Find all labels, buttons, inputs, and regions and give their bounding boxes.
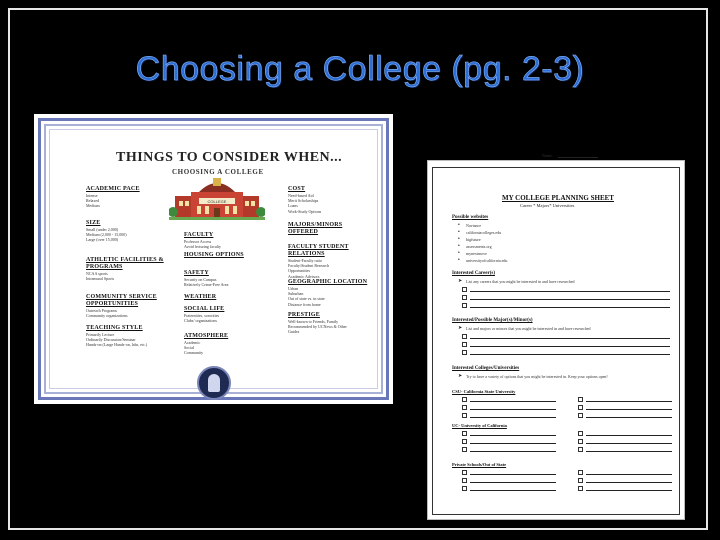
college-line[interactable]	[586, 451, 672, 452]
consider-section-title: COST	[288, 186, 306, 192]
consider-section-item: Relatively Crime-Free Area	[184, 282, 229, 288]
website-link[interactable]: assessments.org	[466, 244, 492, 249]
consider-section-item: Faculty/Student Research	[288, 263, 329, 269]
majors-heading: Interested/Possible Major(s)/Minor(s)	[452, 318, 533, 323]
consider-section	[288, 279, 374, 307]
college-line[interactable]	[470, 474, 556, 475]
college-checkbox[interactable]	[462, 439, 467, 444]
consider-section	[288, 222, 374, 236]
consider-section-item: Need-based Aid	[288, 193, 314, 198]
things-to-consider-document	[34, 114, 393, 404]
college-checkbox[interactable]	[578, 431, 583, 436]
college-checkbox[interactable]	[578, 397, 583, 402]
website-bullet: •	[458, 243, 460, 249]
consider-section-item: Medium	[86, 203, 100, 209]
sheet-title: MY COLLEGE PLANNING SHEET	[502, 194, 614, 202]
consider-section	[288, 312, 374, 335]
career-line[interactable]	[470, 299, 670, 300]
college-checkbox[interactable]	[578, 478, 583, 483]
college-building-illustration	[169, 176, 265, 220]
consider-section-item: Community organizations	[86, 313, 128, 319]
college-checkbox[interactable]	[462, 413, 467, 418]
consider-section-item: Social	[184, 345, 194, 351]
consider-section-item: Recommended by UCNews & Other	[288, 324, 347, 330]
consider-section-item: Relaxed	[86, 198, 100, 204]
consider-section-title: ACADEMIC PACE	[86, 186, 140, 192]
college-line[interactable]	[586, 482, 672, 483]
consider-section-title: TEACHING STYLE	[86, 325, 143, 331]
consider-section-item: Large (over 15,000)	[86, 237, 119, 243]
name-label: Name:	[542, 153, 553, 158]
consider-section	[288, 186, 374, 214]
college-line[interactable]	[586, 417, 672, 418]
college-line[interactable]	[586, 490, 672, 491]
college-checkbox[interactable]	[462, 431, 467, 436]
college-line[interactable]	[586, 435, 672, 436]
college-line[interactable]	[586, 401, 672, 402]
consider-section-item: Suburban	[288, 291, 304, 297]
college-line[interactable]	[470, 409, 556, 410]
document-subheading: CHOOSING A COLLEGE	[172, 168, 264, 176]
consider-section-item: Ordinarily Discussion/Seminar	[86, 337, 136, 343]
consider-section	[184, 294, 264, 301]
consider-section	[86, 257, 176, 281]
college-line[interactable]	[470, 490, 556, 491]
college-line[interactable]	[586, 409, 672, 410]
majors-instruction: List and majors or minors that you might be interested in and have researched	[466, 326, 591, 331]
college-checkbox[interactable]	[462, 470, 467, 475]
school-seal-logo	[197, 366, 231, 400]
consider-section-item: Loans	[288, 203, 298, 209]
consider-section-item: NCAA sports	[86, 271, 108, 276]
consider-section	[184, 270, 264, 287]
college-checkbox[interactable]	[462, 397, 467, 402]
college-checkbox[interactable]	[578, 413, 583, 418]
college-checkbox[interactable]	[462, 447, 467, 452]
website-bullet: •	[458, 222, 460, 228]
college-checkbox[interactable]	[578, 486, 583, 491]
consider-section-title: FACULTY	[184, 232, 214, 238]
career-checkbox[interactable]	[462, 295, 467, 300]
college-checkbox[interactable]	[578, 470, 583, 475]
college-checkbox[interactable]	[462, 405, 467, 410]
slide-title: Choosing a College (pg. 2-3)	[135, 50, 585, 88]
consider-section-title: GEOGRAPHIC LOCATION	[288, 279, 368, 285]
consider-section-item: Primarily Lecture	[86, 332, 115, 337]
college-checkbox[interactable]	[462, 486, 467, 491]
college-checkbox[interactable]	[578, 439, 583, 444]
college-line[interactable]	[586, 443, 672, 444]
consider-section	[184, 252, 264, 259]
college-line[interactable]	[586, 474, 672, 475]
college-line[interactable]	[470, 417, 556, 418]
consider-section-item: Student-Faculty ratio	[288, 258, 322, 263]
college-planning-sheet	[427, 153, 685, 520]
consider-section-item: Intramural Sports	[86, 276, 115, 282]
career-line[interactable]	[470, 291, 670, 292]
website-link[interactable]: universityofcalifornia.edu	[466, 258, 508, 263]
college-line[interactable]	[470, 451, 556, 452]
consider-section-item: Merit Scholarships	[288, 198, 319, 204]
website-bullet: •	[458, 257, 460, 263]
consider-section-item: Academic Advisors	[288, 273, 320, 279]
sheet-subtitle: Career * Majors* Universities	[520, 203, 575, 208]
consider-section-item: Community	[184, 350, 204, 356]
website-link[interactable]: californiacolleges.edu	[466, 230, 502, 235]
colleges-bullet-mark: ➤	[458, 373, 463, 379]
college-line[interactable]	[470, 482, 556, 483]
major-line[interactable]	[470, 346, 670, 347]
consider-section	[184, 232, 264, 249]
colleges-heading: Interested Colleges/Universities	[452, 366, 520, 371]
consider-section-title: ATHLETIC FACILITIES & PROGRAMS	[86, 257, 164, 270]
consider-section-title: SAFETY	[184, 270, 209, 276]
consider-section-item: Out of state vs. in state	[288, 296, 325, 302]
consider-section-item: Intense	[86, 193, 98, 198]
major-checkbox[interactable]	[462, 342, 467, 347]
consider-section-item: Security on Campus	[184, 277, 217, 282]
consider-section	[86, 325, 176, 348]
careers-instruction: List any careers that you might be interested in and have researched	[466, 279, 575, 284]
consider-section-item: Small (under 2,000)	[86, 227, 119, 232]
college-checkbox[interactable]	[462, 478, 467, 483]
consider-section-title: WEATHER	[184, 294, 217, 300]
colleges-instruction: Try to have a variety of options that you might be interested in. Keep your options open!	[466, 374, 608, 379]
consider-section	[184, 306, 264, 323]
consider-section	[86, 294, 176, 318]
consider-section-item: Opportunities	[288, 268, 310, 274]
college-checkbox[interactable]	[578, 405, 583, 410]
consider-section-item: Hands-on (Large Hands-on, labs, etc.)	[86, 342, 148, 348]
consider-section-item: Academic	[184, 340, 201, 345]
college-checkbox[interactable]	[578, 447, 583, 452]
consider-section-item: Outreach Programs	[86, 308, 117, 313]
careers-bullet-mark: ➤	[458, 278, 463, 284]
private-schools-heading: Private Schools/Out of State	[452, 462, 507, 467]
college-line[interactable]	[470, 435, 556, 436]
website-bullet: •	[458, 229, 460, 235]
website-bullet: •	[458, 236, 460, 242]
consider-section-item: Fraternities, sororities	[184, 313, 220, 318]
college-line[interactable]	[470, 443, 556, 444]
consider-section-item: Well-known to Friends, Family	[288, 319, 339, 324]
consider-section	[86, 220, 176, 243]
uc-heading: UC- University of California	[452, 423, 507, 428]
consider-section	[288, 244, 374, 279]
website-link[interactable]: mynextmove	[466, 251, 487, 256]
college-sign-text: COLLEGE	[207, 199, 227, 204]
consider-section-title: HOUSING OPTIONS	[184, 252, 244, 258]
career-line[interactable]	[470, 307, 670, 308]
website-bullet: •	[458, 250, 460, 256]
consider-section-item: Urban	[288, 286, 298, 291]
consider-section-title: SOCIAL LIFE	[184, 306, 225, 312]
document-heading: THINGS TO CONSIDER WHEN...	[116, 150, 343, 165]
consider-section-item: Medium (2,000 - 15,000)	[86, 232, 127, 238]
major-checkbox[interactable]	[462, 350, 467, 355]
consider-section-title: FACULTY STUDENT RELATIONS	[288, 244, 349, 257]
consider-section-title: COMMUNITY SERVICE OPPORTUNITIES	[86, 294, 157, 307]
website-link[interactable]: Naviance	[466, 223, 482, 228]
consider-section-item: Professor Access	[184, 239, 212, 244]
consider-section-item: Work-Study Options	[288, 208, 322, 214]
major-line[interactable]	[470, 354, 670, 355]
careers-heading: Interested Career(s)	[452, 271, 495, 276]
csu-heading: CSU- California State University	[452, 389, 516, 394]
major-line[interactable]	[470, 338, 670, 339]
career-checkbox[interactable]	[462, 303, 467, 308]
consider-section	[86, 186, 176, 209]
consider-section-title: PRESTIGE	[288, 312, 320, 318]
career-checkbox[interactable]	[462, 287, 467, 292]
college-line[interactable]	[470, 401, 556, 402]
consider-section-title: ATMOSPHERE	[184, 333, 229, 339]
major-checkbox[interactable]	[462, 334, 467, 339]
name-line	[558, 157, 598, 158]
consider-section-title: MAJORS/MINORS OFFERED	[288, 222, 343, 235]
website-link[interactable]: bigfuture	[466, 237, 481, 242]
consider-section-item: Avoid lecturing faculty	[184, 244, 222, 250]
websites-heading: Possible websites	[452, 215, 489, 220]
consider-section-item: Clubs/ organizations	[184, 318, 217, 324]
consider-section	[184, 333, 264, 356]
consider-section-title: SIZE	[86, 220, 101, 226]
consider-section-item: Distance from home	[288, 301, 321, 307]
consider-section-item: Guides	[288, 329, 300, 335]
majors-bullet-mark: ➤	[458, 325, 463, 331]
